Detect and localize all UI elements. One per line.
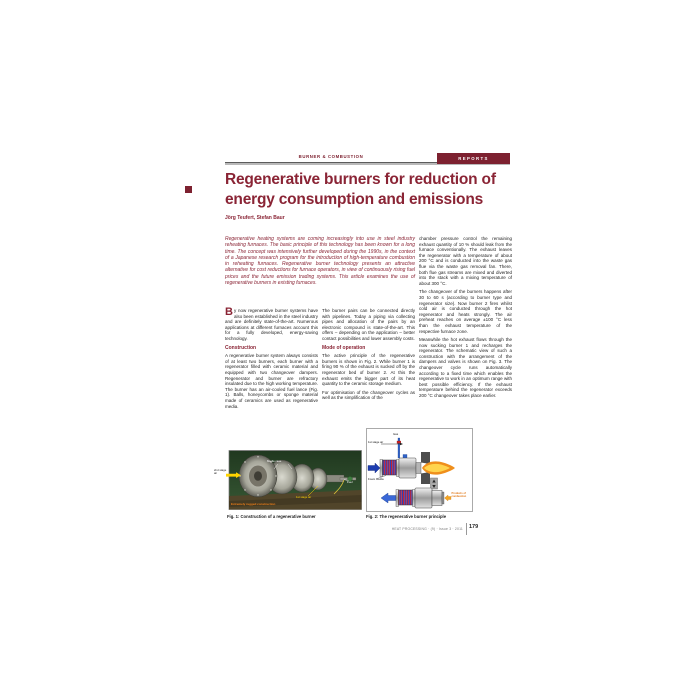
body-column-3 [419, 236, 512, 402]
fig1-label-fuel: Fuel [347, 480, 353, 484]
title-line-2: energy consumption and emissions [225, 190, 484, 208]
paragraph: The active principle of the regenerative burners is shown in Fig. 2. While burner 1 is firing 90 % of the exhaust is sucked off by the regenerator bed of burner 2. At this the exhaust emits the bigger part of its heat quantity to the ceramic storage medium. [322, 353, 415, 387]
fig1-label-stage2-air: 2nd stage air [214, 468, 227, 476]
exhaust-arrow-icon [381, 493, 396, 503]
fig2-label-gas: Gas [393, 432, 399, 436]
reports-tab: REPORTS [437, 153, 510, 164]
paragraph: chamber pressure control the remaining exhaust quantity of 10 % should leak from the furnace conventionally. The exhaust leaves the regenerator with a temperature of about 200 °C and is conducted into the waste gas flue via the waste gas removal fan. There, both flue gas streams are mixed and diverted into the stack with a mixing temperature of about 300 °C. [419, 236, 512, 286]
furnace-wall [421, 452, 430, 464]
fig1-photo-illustration [214, 450, 362, 510]
heading-construction: Construction [225, 344, 257, 351]
fig1-caption: Fig. 1: Construction of a regenerative burner [227, 514, 316, 519]
authors-line: Jörg Teufert, Stefan Baur [225, 215, 285, 221]
body-column-1 [225, 308, 318, 412]
fig2-label-products: Products of combustion [451, 492, 467, 498]
fig2-label-stage1-air: 1st stage air [368, 439, 384, 444]
air-inlet-arrow-icon [368, 463, 380, 473]
paragraph: By now regenerative burner systems have also been established in the steel industry and are definitely state-of-the-art. Numerous applications at different furnaces account this for a fully developed, energy-saving technology. [225, 306, 318, 341]
fig1-label-stage1-air: 1st stage air [296, 494, 312, 499]
regenerator-bed [383, 460, 397, 475]
figure-2-burner-schematic [366, 428, 473, 512]
title-line-1: Regenerative burners for reduction of [225, 171, 496, 188]
fig1-label-media-case: Media case [267, 459, 282, 463]
figure-1-burner-photo [214, 450, 362, 510]
paragraph: The burner pairs can be connected directly with pipelines. Today a piping via collecting pipes and allocation of the pairs by an electronic compound is state-of-the-art. This offers – depending on the application – better contact possibilities and lower assembly costs. [322, 308, 415, 341]
fig1-banner: Extremely rugged construction [231, 502, 276, 506]
footer-divider [466, 523, 467, 535]
section-label: BURNER & COMBUSTION [298, 154, 364, 159]
paragraph: Meanwhile the hot exhaust flows through the now sucking burner 1 and recharges the regenerator. The schematic view of such a construction with the arrangement of the dampers and valves is shown on Fig. 3. The changeover cycle runs automatically according to a fixed time which enables the regenerative to work in an optimum range with best possible efficiency. If the exhaust temperature behind the regenerator exceeds 200 °C changeover takes place earlier. [419, 337, 512, 399]
paragraph: For optimisation of the changeover cycles as well as the simplification of the [322, 389, 415, 401]
margin-marker [185, 186, 192, 193]
stage1-air-arrow-icon [400, 443, 403, 445]
regenerator-bed [399, 490, 413, 505]
page-title [225, 170, 505, 209]
paragraph: A regenerative burner system always consists of at least two burners, each burner with a regenerator filled with ceramic material and equipped with two changeover dampers. Regenerator and burner are refractory insulated due to the high working temperature. The burner has an air-cooled fuel lance (Fig. 1). Balls, honeycombs or sponge material made of ceramics are used as regenerative media. [225, 353, 318, 409]
heading-mode-of-operation: Mode of operation [322, 344, 366, 351]
page-number: 179 [469, 524, 479, 530]
body-column-2 [322, 308, 415, 404]
journal-footer-line: HEAT PROCESSING · (9) · Issue 3 · 2011 [391, 527, 463, 531]
products-arrow-icon [445, 495, 452, 501]
abstract: Regenerative heating systems are coming increasingly into use in steel industry reheating furnaces. The basic principle of this technology has been known for a long time. The concept was intensively further developed during the 1990s, in the context of a Japanese research program for the introduction of high-temperature combustion in reheating furnaces. Regenerative burner technology presents an attractive alternative for cost reductions for furnace operators, in view of continuously rising fuel prices and the future emission trading systems. This article examines the use of regenerative burners in existing furnaces. [225, 236, 415, 287]
fig2-caption: Fig. 2: The regenerative burner principle [366, 514, 447, 519]
fig2-label-foam-media: Foam media [368, 477, 384, 481]
bottom-burner-schematic [381, 488, 451, 508]
paragraph: The changeover of the burners happens after 30 to 60 s (according to burner type and regenerator size). Now burner 2 fires whilst cold air is conducted through the hot regenerator and heats strongly. The air preheat reaches on average ±100 °C less than the exhaust temperature of the respective furnace zone. [419, 289, 512, 334]
exhaust-duct [431, 478, 438, 489]
